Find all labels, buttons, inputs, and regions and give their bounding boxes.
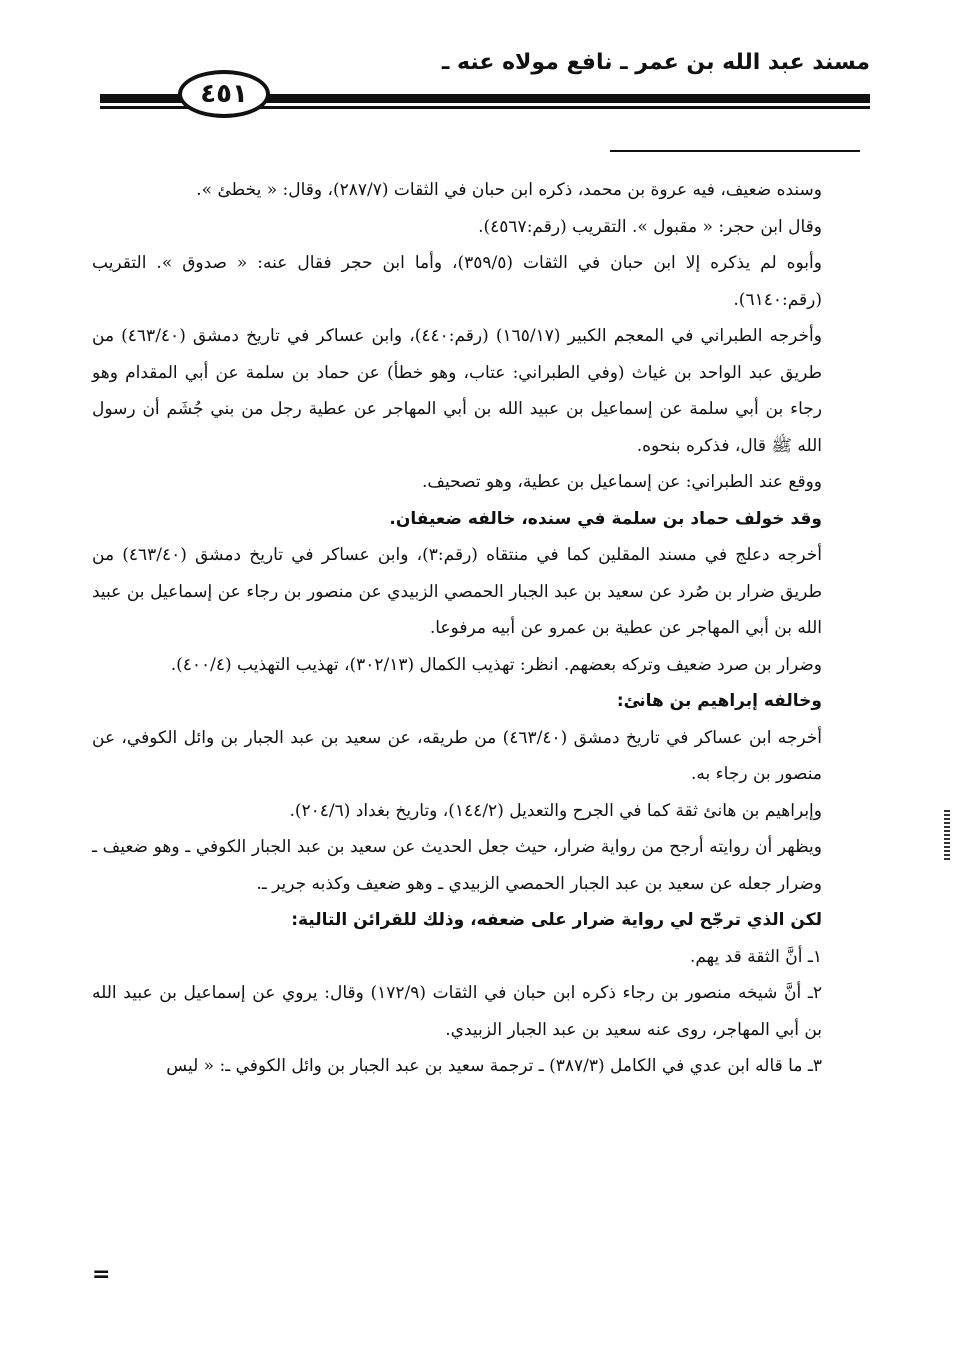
- page-body: [92, 172, 822, 1085]
- footnote-separator: [610, 150, 860, 152]
- paragraph: أخرجه ابن عساكر في تاريخ دمشق (٤٦٣/٤٠) من طريقه، عن سعيد بن عبد الجبار بن وائل الكوفي، عن منصور بن رجاء به.: [92, 727, 822, 784]
- paragraph: وأبوه لم يذكره إلا ابن حبان في الثقات (٣٥٩/٥)، وأما ابن حجر فقال عنه: « صدوق ». التقريب (رقم:٦١٤٠).: [92, 253, 822, 310]
- paragraph: وأخرجه الطبراني في المعجم الكبير (١٦٥/١٧) (رقم:٤٤٠)، وابن عساكر في تاريخ دمشق (٤٦٣/٤٠) من طريق عبد الواحد بن غياث (وفي الطبراني: عتاب، وهو خطأ) عن حماد بن سلمة عن أبي المقدام وهو رجاء بن أبي سلمة عن إسماعيل بن عبيد الله بن أبي المهاجر عن عطية رجل من بني جُشَم أن رسول الله ﷺ قال، فذكره بنحوه.: [92, 326, 822, 456]
- page-header: [90, 40, 870, 150]
- page-number-badge: [178, 70, 270, 118]
- paragraph: أخرجه دعلج في مسند المقلين كما في منتقاه (رقم:٣)، وابن عساكر في تاريخ دمشق (٤٦٣/٤٠) من طريق ضرار بن صُرد عن سعيد بن عبد الجبار الحمصي الزبيدي عن منصور بن رجاء عن إسماعيل بن عبيد الله بن أبي المهاجر عن عطية بن عمرو عن أبيه مرفوعا.: [92, 545, 822, 638]
- running-title: مسند عبد الله بن عمر ـ نافع مولاه عنه ـ: [441, 50, 870, 75]
- scan-edge-mark: [944, 810, 950, 860]
- section-heading: وخالفه إبراهيم بن هانئ:: [616, 691, 822, 711]
- list-item: ٢ـ أنَّ شيخه منصور بن رجاء ذكره ابن حبان في الثقات (١٧٢/٩) وقال: يروي عن إسماعيل بن عبيد الله بن أبي المهاجر، روى عنه سعيد بن عبد الجبار الزبيدي.: [92, 983, 822, 1040]
- list-item: ٣ـ ما قاله ابن عدي في الكامل (٣٨٧/٣) ـ ترجمة سعيد بن عبد الجبار بن وائل الكوفي ـ: « ليس: [166, 1056, 822, 1076]
- page-number: ٤٥١: [200, 79, 248, 109]
- paragraph: ووقع عند الطبراني: عن إسماعيل بن عطية، وهو تصحيف.: [422, 472, 822, 492]
- list-item: ١ـ أنَّ الثقة قد يهم.: [689, 946, 822, 967]
- paragraph: ويظهر أن روايته أرجح من رواية ضرار، حيث جعل الحديث عن سعيد بن عبد الجبار الكوفي ـ وهو ضعيف ـ وضرار جعله عن سعيد بن عبد الجبار الحمصي الزبيدي ـ وهو ضعيف وكذبه جرير ـ.: [92, 837, 823, 894]
- paragraph: وضرار بن صرد ضعيف وتركه بعضهم. انظر: تهذيب الكمال (٣٠٢/١٣)، تهذيب التهذيب (٤٠٠/٤).: [170, 654, 822, 675]
- paragraph: وإبراهيم بن هانئ ثقة كما في الجرح والتعديل (١٤٤/٢)، وتاريخ بغداد (٢٠٤/٦).: [289, 800, 822, 821]
- paragraph: وسنده ضعيف، فيه عروة بن محمد، ذكره ابن حبان في الثقات (٢٨٧/٧)، وقال: « يخطئ ».: [196, 180, 822, 200]
- continuation-mark: =: [92, 1262, 111, 1287]
- section-heading: وقد خولف حماد بن سلمة في سنده، خالفه ضعيفان.: [389, 508, 822, 529]
- section-heading: لكن الذي ترجّح لي رواية ضرار على ضعفه، وذلك للقرائن التالية:: [291, 910, 822, 930]
- paragraph: وقال ابن حجر: « مقبول ». التقريب (رقم:٤٥٦٧).: [478, 216, 822, 237]
